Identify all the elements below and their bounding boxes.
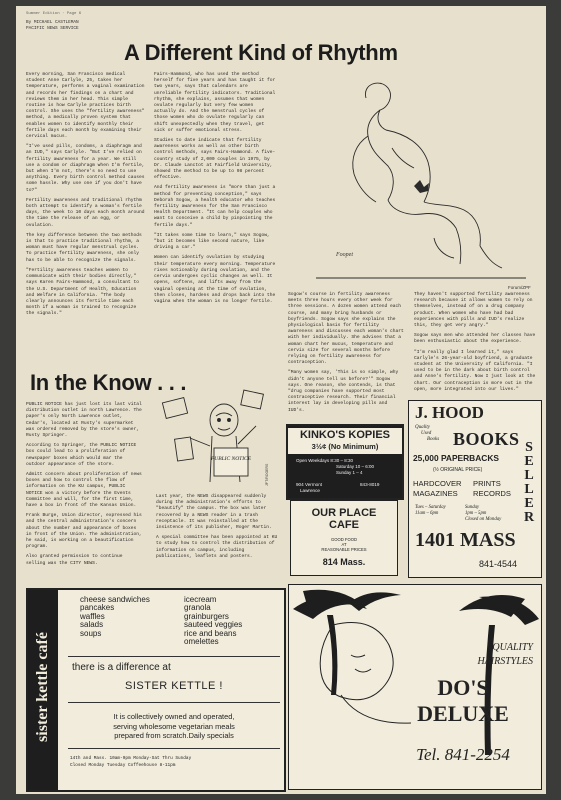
jhood-name: J. HOOD (415, 403, 484, 422)
know-paragraph: Admitt concern about proliferation of news boxes and how to control the flow of information on the KU campus, PUBLIC NOTICE won a victory before the Events Committee and will, for the first time, have a box in front of the Kansas Union. (26, 472, 142, 509)
ourplace-tagline-line: GOOD FOOD (330, 537, 358, 542)
kinkos-header (288, 428, 402, 454)
rhythm-paragraph: Fairs-Hammond, who has used the method herself for five years and has taught it for two years, says that calendars are unreliable fertility indicators. Traditional rhythm, she explains, assumes that women ovulate regularly but very few women actually do. And the menstrual cycles of those women who do ovulate regularly can shift unexpectedly when they travel, get sick or suffer emotional stress. (154, 72, 276, 133)
public-notice-illustration (156, 386, 276, 490)
ourplace-title-line: CAFE (329, 519, 359, 531)
rhythm-paragraph: Fertility awareness and traditional rhythm both attempt to identify a woman's fertile days, the week to 10 days each month around the time the release of an egg, or ovulation. (26, 197, 145, 228)
jhood-hours-line: 1pm – 5pm (465, 511, 487, 516)
know-column-1 (26, 402, 144, 568)
kinkos-phone: 843-8019 (360, 482, 380, 487)
ad-our-place-cafe (290, 500, 398, 576)
ad-j-hood-books (408, 400, 542, 578)
know-paragraph: Also granted permission to continue selling was the CITY NEWS. (26, 554, 123, 566)
headline-in-the-know: In the Know . . . (30, 370, 187, 395)
jhood-address: 1401 MASS (415, 529, 516, 551)
jhood-paperbacks: 25,000 PAPERBACKS (413, 453, 499, 463)
dos-tagline (429, 641, 533, 669)
know-column-2 (156, 494, 278, 572)
art-signature: Foopet (336, 252, 353, 258)
byline-service: PACIFIC NEWS SERVICE (26, 25, 79, 31)
kinkos-city: Lawrence (300, 488, 320, 493)
ourplace-tagline-line: AT (341, 542, 347, 548)
jhood-hours-line: Closed on Monday (465, 517, 502, 522)
ourplace-title-line: OUR PLACE (311, 507, 377, 519)
rhythm-paragraph: "It takes some time to learn," says Sogow, "but it becomes like second nature, like driving a car." (154, 232, 270, 251)
rhythm-paragraph: The key difference between the two methods is that to practice traditional rhythm, a woman must have regular menstrual cycles. To practice fertility awareness, she only has to be able to recognize the signals. (26, 232, 142, 263)
jhood-quality (415, 425, 439, 443)
jhood-formats (413, 479, 462, 499)
rhythm-paragraph: They haven't supported fertility awareness research because it allows women to rely on themselves, instead of on a drug company product. When women who have had bad experiences with pills and IUD's realize this, they get very angry." (414, 292, 533, 329)
kettle-menu-item: icecream (184, 595, 217, 604)
rhythm-paragraph: "I'm really glad I learned it," says Carlyle's 26-year-old boyfriend, a graduate student at the University of California. "I used to be in the dark about birth control and Anne's fertility. Now I just look at the chart. Our contraception is more out in the open, more integrated into our lives." (414, 349, 536, 392)
kettle-hours-line: Closed Monday Tuesday Coffeehouse 8-11pm (70, 762, 176, 768)
know-paragraph: PUBLIC NOTICE has just lost its last vital distribution outlet in north Lawrence. The paper's only North Lawrence outlet, Cedar's, located at Rusty's supermarket was ordered removed by the store's owner, Rusty Springer. (26, 402, 142, 439)
jhood-records: RECORDS (473, 489, 511, 498)
kettle-menu-item: salads (80, 620, 104, 630)
sign-text: PUBLIC NOTICE (210, 456, 252, 462)
ourplace-tagline (291, 537, 397, 553)
kinkos-hours-line: Sunday 1 – 4 (336, 470, 363, 475)
know-paragraph: Last year, the NEWS disappeared suddenly during the administration's efforts to "beautify" the campus. The box was later recovered by a NEWS reader in a trash receptacle. It was reinstalled at the insistence of its publisher, Roger Martin. (156, 494, 272, 531)
jhood-seller-letter: R (523, 510, 535, 525)
know-paragraph: According to Springer, the PUBLIC NOTICE box could lead to a proliferation of newspaper boxes which would mar the outdoor appearance of the store. (26, 443, 137, 467)
ourplace-address: 814 Mass. (322, 556, 366, 567)
dos-phone: Tel. 841-2254 (416, 745, 510, 764)
kettle-headline: there is a difference at (72, 662, 171, 673)
kettle-divider (68, 748, 280, 749)
jhood-seller-letter: S (525, 440, 533, 455)
dos-tagline-line: HAIRSTYLES (477, 656, 533, 667)
kettle-menu-2 (184, 596, 242, 646)
kettle-name: SISTER KETTLE ! (125, 680, 223, 692)
jhood-quality-line: Books (427, 437, 440, 442)
rhythm-column-4 (414, 292, 536, 392)
jhood-magazines: MAGAZINES (413, 489, 458, 498)
jhood-hours-line: 11am – 6pm (415, 511, 439, 516)
kettle-hours (70, 756, 191, 769)
jhood-prints: PRINTS (473, 479, 501, 488)
kettle-divider (68, 656, 280, 657)
jhood-seller-letter: L (524, 468, 534, 483)
headline-rhythm: A Different Kind of Rhythm (124, 40, 398, 65)
know-paragraph: A special committee has been appointed at KU to study how to control the distribution of information on campus, including publications, leaflets and posters. (156, 535, 278, 559)
ourplace-tagline-line: REASONABLE PRICES (321, 547, 367, 553)
rhythm-paragraph: Sogow's course in fertility awareness meets three hours every other week for three sessions. A dozen women attend each course, and many bring husbands or boyfriends. Sogow says she explains the physiological basis for fertility awareness and discusses each woman's chart with her individually. She advises that a woman chart her mucus, temperature and cervix size for several months before relying on fertility awareness for contraception. (288, 292, 404, 366)
kettle-menu-item: pancakes (80, 603, 115, 613)
rhythm-paragraph: Every morning, San Francisco medical student Anne Carlyle, 25, takes her temperature, performs a vaginal examination and records her findings on a chart and reviews them in her head. This simple routine is how Carlyle practices birth control. She uses the "fertility awareness" method, a medically proven system that enables women to identify monthly their fertile days each month by examining their cervical mucus. (26, 72, 145, 140)
jhood-hours-line: Tues – Saturday (415, 505, 446, 510)
jhood-quality-line: Used (421, 431, 432, 436)
kettle-menu-item: rice and beans (184, 628, 237, 638)
jhood-formats-2 (473, 479, 511, 499)
byline (26, 20, 121, 31)
kettle-menu-item: omelettes (184, 637, 219, 647)
page-dateline: Summer Edition · Page 6 (26, 12, 82, 16)
jhood-seller-letter: E (524, 454, 534, 469)
figure-line-art (296, 78, 536, 282)
rhythm-paragraph: Studies to date indicate that fertility awareness works as well as other birth control methods, says Fairs-Hammond. A five-country study of 2,000 couples in 1975, by Dr. Claude Lanctot at Fairfield University, showed the method to be up to 98 percent effective. (154, 138, 276, 181)
ad-kinkos (286, 424, 404, 500)
kettle-menu-item: sauteed veggies (184, 620, 243, 630)
rhythm-paragraph: Sogow says men who attended her classes have been enthusiastic about the experience. (414, 333, 536, 345)
kettle-menu-item: grainburgers (184, 611, 229, 621)
jhood-hardcover: HARDCOVER (413, 479, 462, 488)
rhythm-paragraph: "Fertility awareness teaches women to communicate with their bodies directly," says Karen Fairs-Hammond, a consultant to the U.S. Department of Health, Education and Welfare in California. "The body clearly announces its fertile time each month if a woman is trained to recognize the signals." (26, 267, 140, 317)
jhood-seller-letter: E (524, 496, 534, 511)
rhythm-paragraph: "Many women say, 'This is so simple, why didn't anyone tell us before?'" Sogow says. One reason, she contends, is that "drug companies have supported most contraceptive research. Their financial interest lay in developing pills and IUD's. (288, 370, 399, 413)
byline-author: By MICHAEL CASTLEMAN (26, 20, 79, 25)
jhood-seller-letter: L (524, 482, 534, 497)
dos-name-line: DELUXE (417, 701, 509, 726)
know-paragraph: Frank Burge, Union director, expressed his and the central administration's concern about the number and appearance of boxes in front of the Union. The administration, he said, is working on a beautification program. (26, 513, 142, 550)
rhythm-column-3 (288, 292, 406, 413)
jhood-seller-vertical (521, 441, 537, 525)
dos-name-line: DO'S (437, 675, 489, 700)
kettle-menu-item: waffles (80, 611, 105, 621)
jhood-hours-weekday (415, 505, 446, 517)
ad-sister-kettle (26, 588, 286, 792)
illustration-credit: JPT/ROGERS (265, 463, 269, 486)
kettle-menu-item: cheese sandwiches (80, 595, 150, 604)
kettle-hours-line: 14th and Mass. 10am-9pm Monday-Sat Thru Sunday (70, 756, 192, 761)
kettle-menu-1 (80, 596, 150, 638)
rhythm-column-1 (26, 72, 146, 360)
rhythm-column-2 (154, 72, 276, 362)
jhood-quality-line: Quality (415, 425, 430, 430)
rhythm-paragraph: "I've used pills, condoms, a diaphragm and an IUD," says Carlyle. "But I've relied on fertility awareness for a year. We still use a condom or diaphragm when I'm fertile, but when I'm not, there's no need to use anything. Every birth control method causes some hassle. Why use one if you don't have to?" (26, 144, 145, 193)
kinkos-hours-line: Saturday 10 – 6:00 (336, 464, 375, 469)
dos-name (385, 675, 541, 727)
ourplace-title (291, 507, 397, 531)
ad-dos-deluxe (288, 584, 542, 790)
kettle-body-line: It is collectively owned and operated, (113, 712, 235, 721)
kinkos-address: 904 Vermont (296, 482, 323, 487)
kettle-body (68, 712, 280, 741)
kettle-menu-item: soups (80, 628, 102, 638)
newspaper-page (16, 6, 546, 794)
kettle-body-line: prepared from scratch.Daily specials (114, 731, 234, 741)
rhythm-paragraph: Women can identify ovulation by studying their temperature every morning. Temperature rises noticeably during ovulation, and the cervix undergoes cyclic changes as well. It opens, softens, and lifts away from the vaginal opening at the time of ovulation, then closes, hardens and drops back into the vagina when the woman is no longer fertile. (154, 255, 276, 304)
kettle-divider (68, 702, 280, 703)
rhythm-paragraph: And fertility awareness is "more than just a method for preventing conception," says Deborah Sogow, a health educator who teaches fertility awareness for the San Francisco Health Department. "It can help couples who want to conceive a child by pinpointing the fertile days." (154, 185, 276, 228)
art-credit: Forum/ZPF (508, 285, 531, 290)
jhood-phone: 841-4544 (479, 559, 518, 569)
kinkos-price: 3½¢ (No Minimum) (311, 442, 379, 451)
dos-tagline-line: QUALITY (492, 642, 533, 653)
kinkos-hours (296, 458, 396, 476)
jhood-hours-sunday (465, 505, 501, 523)
jhood-books: BOOKS (453, 429, 520, 449)
kettle-menu-item: granola (184, 603, 211, 613)
kinkos-title: KINKO'S KOPIES (299, 429, 391, 441)
jhood-hours-line: Sunday (465, 505, 480, 510)
jhood-original-price: (½ ORIGINAL PRICE) (433, 467, 483, 473)
kinkos-hours-line: Open Weekdays 8:30 – 8:30 (296, 458, 353, 463)
kettle-vertical-name: sister kettle café (34, 632, 51, 742)
kettle-body-line: serving wholesome vegetarian meals (113, 721, 235, 731)
